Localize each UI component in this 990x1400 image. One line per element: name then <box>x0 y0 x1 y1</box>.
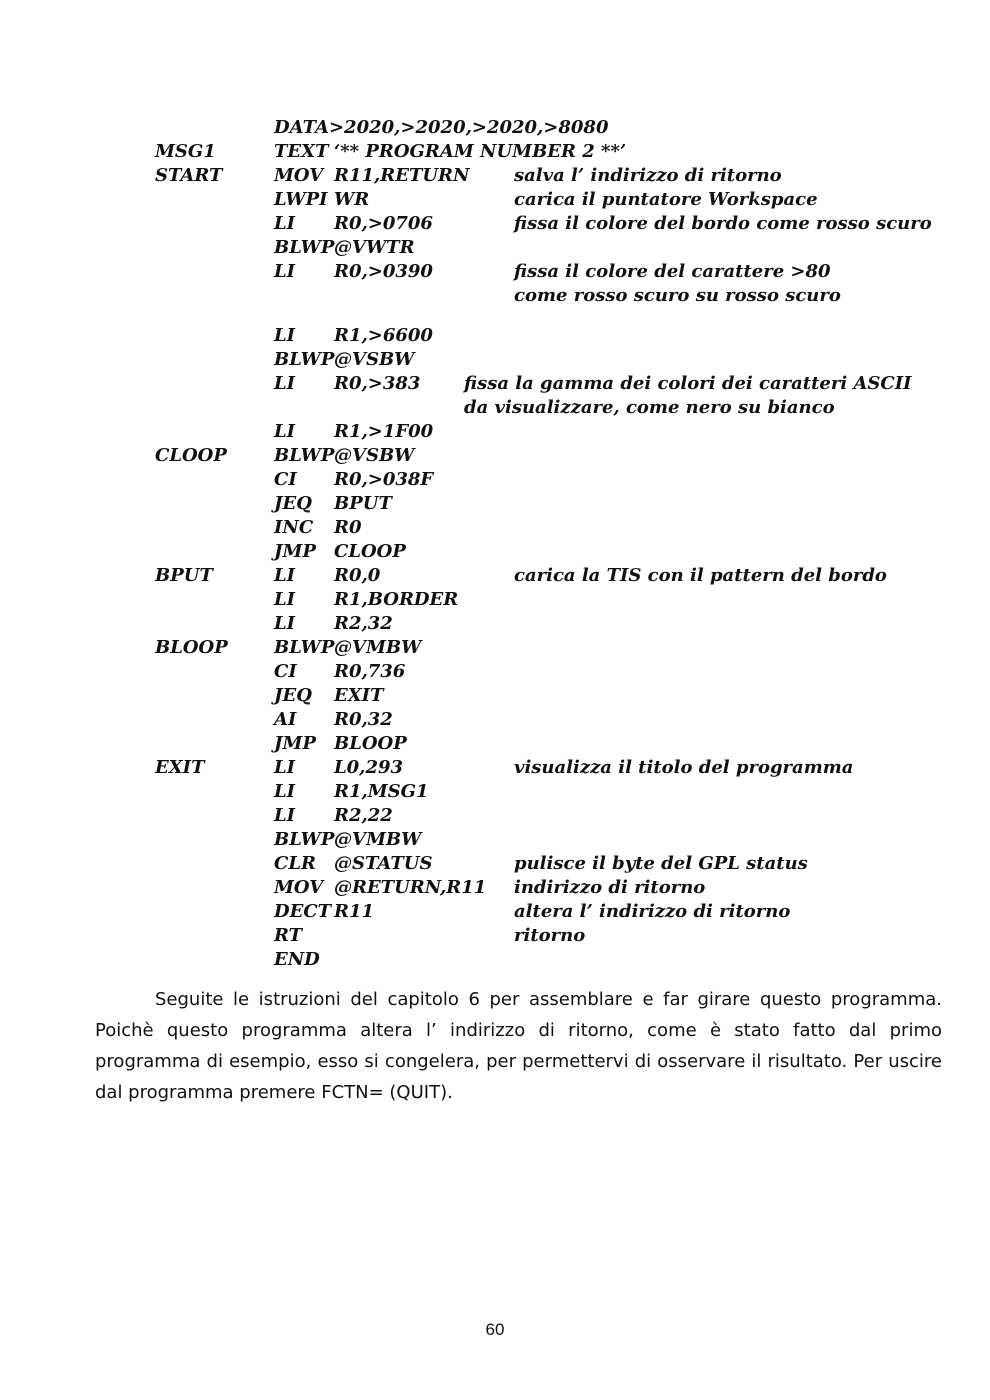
code-line <box>0 852 990 876</box>
code-opcode: LI <box>274 373 296 394</box>
code-operand: R0,736 <box>334 661 406 682</box>
code-line <box>0 924 990 948</box>
code-operand: ‘** PROGRAM NUMBER 2 **’ <box>334 141 627 162</box>
code-operand: CLOOP <box>334 541 406 562</box>
code-line <box>0 708 990 732</box>
code-line <box>0 492 990 516</box>
code-operand: R1,>6600 <box>334 325 433 346</box>
code-line <box>0 372 990 396</box>
code-line <box>0 900 990 924</box>
code-comment: visualizza il titolo del programma <box>514 757 854 778</box>
code-opcode: MOV <box>274 165 324 186</box>
code-line <box>0 348 990 372</box>
code-operand: R2,32 <box>334 613 393 634</box>
code-operand: R11 <box>334 901 375 922</box>
code-opcode: BLWP <box>274 829 335 850</box>
code-comment: indirizzo di ritorno <box>514 877 706 898</box>
code-operand: R0 <box>334 517 362 538</box>
code-line <box>0 660 990 684</box>
code-line <box>0 588 990 612</box>
code-comment: fissa il colore del bordo come rosso scuro <box>514 213 932 234</box>
code-operand: R0,>383 <box>334 373 421 394</box>
code-opcode: TEXT <box>274 141 329 162</box>
code-opcode: CLR <box>274 853 316 874</box>
code-opcode: JEQ <box>274 493 312 514</box>
code-operand: R11,RETURN <box>334 165 470 186</box>
code-line <box>0 164 990 188</box>
code-opcode: LI <box>274 565 296 586</box>
code-comment: salva l’ indirizzo di ritorno <box>514 165 782 186</box>
code-operand: WR <box>334 189 370 210</box>
code-operand: R2,22 <box>334 805 393 826</box>
code-operand: @VMBW <box>334 637 422 658</box>
code-line <box>0 756 990 780</box>
code-opcode: INC <box>274 517 314 538</box>
code-line <box>0 188 990 212</box>
code-label: CLOOP <box>155 445 227 466</box>
code-operand: L0,293 <box>334 757 404 778</box>
code-line <box>0 420 990 444</box>
code-opcode: CI <box>274 469 297 490</box>
code-line <box>0 516 990 540</box>
code-line <box>0 236 990 260</box>
code-opcode: LI <box>274 805 296 826</box>
body-paragraph: Seguite le istruzioni del capitolo 6 per assemblare e far girare questo programma. Poichè questo programma altera l’ indirizzo di ritorno, come è stato fatto dal primo programma di esempio, esso si congelera, per permettervi di osservare il risultato. Per uscire dal programma premere FCTN= (QUIT). <box>95 989 942 1103</box>
code-comment: carica il puntatore Workspace <box>514 189 818 210</box>
code-opcode: BLWP <box>274 637 335 658</box>
code-operand: @RETURN,R11 <box>334 877 487 898</box>
code-opcode: LI <box>274 613 296 634</box>
code-label: EXIT <box>155 757 205 778</box>
code-line <box>0 284 990 308</box>
code-operand: @STATUS <box>334 853 433 874</box>
code-line <box>0 828 990 852</box>
code-line <box>0 212 990 236</box>
code-line <box>0 732 990 756</box>
code-opcode: LI <box>274 421 296 442</box>
code-opcode: END <box>274 949 320 970</box>
code-comment: da visualizzare, come nero su bianco <box>464 397 835 418</box>
code-opcode: BLWP <box>274 237 335 258</box>
code-line <box>0 540 990 564</box>
code-opcode: CI <box>274 661 297 682</box>
code-operand: R0,>0706 <box>334 213 433 234</box>
code-label: MSG1 <box>155 141 216 162</box>
code-opcode: JMP <box>274 541 316 562</box>
code-opcode: DATA>2020,>2020,>2020,>8080 <box>274 117 609 138</box>
code-line <box>0 948 990 972</box>
code-opcode: AI <box>274 709 297 730</box>
code-opcode: BLWP <box>274 445 335 466</box>
code-comment: fissa la gamma dei colori dei caratteri ASCII <box>464 373 912 394</box>
code-line <box>0 804 990 828</box>
code-opcode: LI <box>274 213 296 234</box>
code-line <box>0 324 990 348</box>
code-line <box>0 396 990 420</box>
code-operand: R0,32 <box>334 709 393 730</box>
code-comment: carica la TIS con il pattern del bordo <box>514 565 887 586</box>
code-line <box>0 780 990 804</box>
code-line <box>0 116 990 140</box>
code-comment: altera l’ indirizzo di ritorno <box>514 901 791 922</box>
code-opcode: LI <box>274 757 296 778</box>
code-operand: @VMBW <box>334 829 422 850</box>
code-operand: @VWTR <box>334 237 415 258</box>
code-line <box>0 468 990 492</box>
code-comment: ritorno <box>514 925 586 946</box>
code-operand: R1,BORDER <box>334 589 459 610</box>
code-opcode: LI <box>274 781 296 802</box>
code-line <box>0 612 990 636</box>
code-opcode: DECT <box>274 901 332 922</box>
code-opcode: LWPI <box>274 189 328 210</box>
code-operand: R1,MSG1 <box>334 781 429 802</box>
code-opcode: JMP <box>274 733 316 754</box>
code-line <box>0 684 990 708</box>
code-opcode: LI <box>274 589 296 610</box>
code-opcode: RT <box>274 925 303 946</box>
code-operand: BLOOP <box>334 733 407 754</box>
code-operand: R0,0 <box>334 565 381 586</box>
code-label: START <box>155 165 223 186</box>
code-operand: R1,>1F00 <box>334 421 434 442</box>
code-opcode: LI <box>274 261 296 282</box>
code-line <box>0 140 990 164</box>
code-operand: R0,>038F <box>334 469 434 490</box>
code-line <box>0 876 990 900</box>
code-line <box>0 260 990 284</box>
code-opcode: LI <box>274 325 296 346</box>
code-comment: pulisce il byte del GPL status <box>514 853 808 874</box>
code-comment: fissa il colore del carattere >80 <box>514 261 831 282</box>
code-operand: @VSBW <box>334 445 415 466</box>
code-opcode: BLWP <box>274 349 335 370</box>
code-operand: @VSBW <box>334 349 415 370</box>
code-line <box>0 636 990 660</box>
code-opcode: JEQ <box>274 685 312 706</box>
code-operand: EXIT <box>334 685 384 706</box>
code-line <box>0 564 990 588</box>
code-operand: BPUT <box>334 493 392 514</box>
code-label: BLOOP <box>155 637 228 658</box>
code-opcode: MOV <box>274 877 324 898</box>
page-number: 60 <box>485 1320 505 1339</box>
code-comment: come rosso scuro su rosso scuro <box>514 285 841 306</box>
code-line <box>0 444 990 468</box>
code-label: BPUT <box>155 565 213 586</box>
code-operand: R0,>0390 <box>334 261 433 282</box>
